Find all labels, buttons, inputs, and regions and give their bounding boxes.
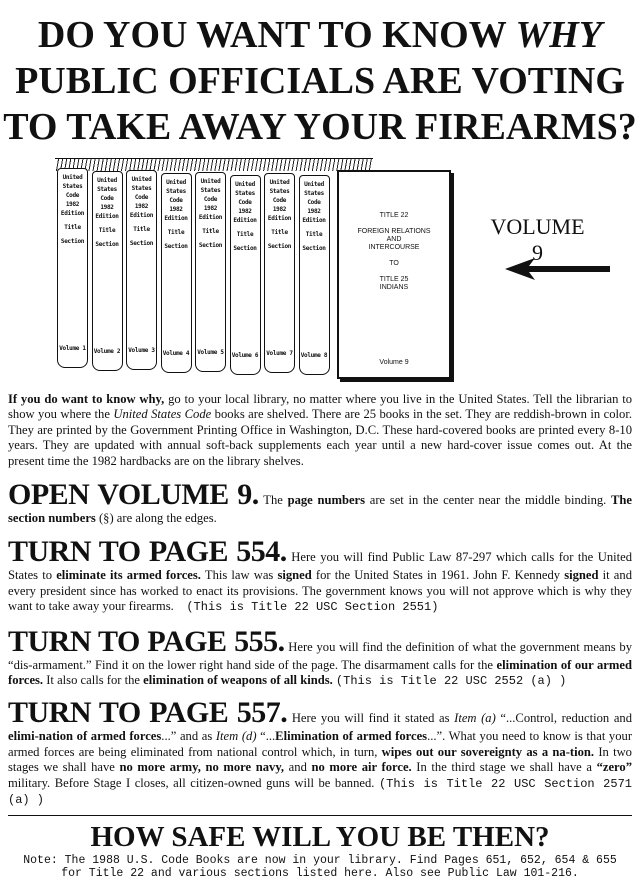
spine-text: 1982 bbox=[307, 208, 321, 215]
text: “...Control, reduction and bbox=[495, 711, 633, 726]
intro-paragraph bbox=[8, 392, 632, 469]
text: Here you will find it stated as bbox=[287, 711, 455, 726]
cover-volume-label: Volume 9 bbox=[379, 359, 409, 366]
spine-text: 1982 bbox=[272, 206, 287, 213]
spine-text: Edition bbox=[60, 210, 85, 217]
cover-text: AND bbox=[386, 236, 402, 243]
spine-text: Section bbox=[164, 243, 188, 250]
text: In the third stage we shall have a bbox=[411, 760, 597, 775]
cover-text: TITLE 25 bbox=[379, 276, 409, 283]
bold-text: eliminate its armed forces. bbox=[56, 568, 201, 583]
headline-why: WHY bbox=[515, 14, 603, 56]
spine-text: Section bbox=[60, 238, 85, 245]
book-spine bbox=[57, 168, 88, 368]
bold-text: elimi-nation of armed forces bbox=[8, 729, 162, 744]
text: and bbox=[284, 760, 312, 775]
spine-text: United bbox=[304, 181, 324, 188]
spine-text: Code bbox=[238, 199, 252, 206]
text: ...” and as bbox=[161, 729, 216, 744]
spine-text: Code bbox=[65, 192, 80, 199]
spine-text: Code bbox=[134, 194, 149, 201]
spine-text: Code bbox=[169, 197, 183, 204]
spine-text: 1982 bbox=[134, 203, 149, 210]
spine-text: Edition bbox=[233, 217, 257, 224]
code-books-illustration bbox=[55, 158, 450, 380]
bold-text: elimination of our armed forces. bbox=[8, 657, 632, 688]
spine-text: States bbox=[131, 185, 152, 192]
spine-text: Edition bbox=[302, 217, 326, 224]
spine-text: United bbox=[62, 174, 83, 181]
spine-text: Title bbox=[271, 229, 288, 236]
spine-text: Title bbox=[133, 226, 150, 233]
headline-line-1 bbox=[0, 12, 640, 58]
citation: (This is Title 22 USC Section 2551) bbox=[186, 600, 439, 615]
spine-text: United bbox=[166, 179, 186, 186]
spine-text: States bbox=[304, 190, 324, 197]
volume-callout-number: 9 bbox=[532, 240, 543, 265]
book-spine bbox=[195, 172, 226, 372]
spine-volume-label: Volume 5 bbox=[197, 349, 224, 356]
text: ...”. What you need to know is that your armed forces are being eliminated from national control which, in turn, bbox=[8, 729, 633, 759]
spine-text: 1982 bbox=[203, 205, 218, 212]
citation: (This is Title 22 USC 2552 (a) ) bbox=[335, 674, 567, 689]
text: Here you will find Public Law 87-297 which calls for the United States to bbox=[8, 550, 632, 583]
italic-text: Item (a) bbox=[454, 711, 496, 726]
spine-volume-label: Volume 6 bbox=[231, 352, 259, 359]
spine-text: Code bbox=[307, 199, 321, 206]
text: “... bbox=[256, 729, 276, 744]
spine-text: Section bbox=[129, 240, 154, 247]
spine-text: 1982 bbox=[65, 201, 80, 208]
cover-text: TO bbox=[389, 260, 399, 267]
text: In two stages we shall have bbox=[8, 744, 632, 775]
book-spine bbox=[230, 175, 261, 375]
cover-text: INDIANS bbox=[379, 284, 409, 291]
spine-text: Code bbox=[100, 195, 114, 202]
bold-text: signed bbox=[564, 568, 599, 583]
text: military. Before Stage I closes, all citizen-owned guns will be banned. bbox=[8, 775, 375, 790]
section-heading: TURN TO PAGE 555. bbox=[8, 624, 285, 658]
headline bbox=[0, 0, 640, 150]
cover-text: INTERCOURSE bbox=[368, 244, 420, 251]
text: The bbox=[258, 493, 288, 508]
spine-text: Edition bbox=[164, 215, 188, 222]
text: Here you will find the definition of what the government means by “dis-armament.” Find it on the lower right hand side of the page. The disarmament calls for the bbox=[8, 639, 632, 672]
divider bbox=[8, 815, 632, 816]
arrow-left-icon bbox=[505, 258, 610, 280]
spine-volume-label: Volume 1 bbox=[59, 345, 86, 352]
bold-text: Elimination of armed forces bbox=[275, 729, 428, 744]
spine-text: Title bbox=[305, 231, 323, 238]
spine-volume-label: Volume 7 bbox=[266, 350, 293, 357]
bold-text: page numbers bbox=[287, 493, 366, 508]
spine-text: States bbox=[97, 186, 117, 193]
spine-text: Edition bbox=[95, 213, 119, 220]
spine-text: Edition bbox=[198, 214, 223, 221]
spine-text: Section bbox=[267, 243, 292, 250]
illustration-row bbox=[0, 156, 640, 384]
spine-text: Title bbox=[202, 228, 219, 235]
headline-line-3: TO TAKE AWAY YOUR FIREARMS? bbox=[3, 106, 637, 148]
spine-text: 1982 bbox=[238, 208, 252, 215]
section-heading: TURN TO PAGE 554. bbox=[8, 535, 287, 569]
bold-text: The section numbers bbox=[8, 493, 633, 526]
section-heading: OPEN VOLUME 9. bbox=[8, 478, 259, 512]
bold-text: If you do want to know why, bbox=[8, 392, 165, 406]
book-tops bbox=[55, 158, 373, 171]
page-554-paragraph bbox=[8, 536, 632, 615]
spine-text: 1982 bbox=[169, 206, 183, 213]
spine-text: United bbox=[131, 176, 152, 183]
spine-text: Title bbox=[98, 227, 116, 234]
spine-text: United bbox=[200, 178, 221, 185]
page-557-paragraph bbox=[8, 697, 632, 808]
open-volume-paragraph bbox=[8, 479, 632, 526]
book-spine bbox=[126, 170, 157, 370]
text: It also calls for the bbox=[43, 673, 144, 688]
spine-text: Section bbox=[233, 245, 257, 252]
page-555-paragraph bbox=[8, 626, 632, 690]
text: for the United States in 1961. John F. Kennedy bbox=[311, 568, 565, 583]
spine-text: Edition bbox=[267, 215, 292, 222]
text: This law was bbox=[200, 568, 278, 583]
bold-text: no more air force. bbox=[311, 760, 412, 775]
cover-text: FOREIGN RELATIONS bbox=[357, 228, 431, 235]
footnote-line: Note: The 1988 U.S. Code Books are now in your library. Find Pages 651, 652, 654 & 655 bbox=[23, 853, 617, 867]
spine-text: Section bbox=[198, 242, 223, 249]
volume-9-book bbox=[337, 170, 451, 379]
italic-text: United States Code bbox=[113, 407, 212, 422]
book-spine bbox=[264, 173, 295, 373]
spine-text: States bbox=[269, 188, 290, 195]
footnote-line: for Title 22 and various sections listed here. Also see Public Law 101-216. bbox=[61, 866, 579, 880]
book-spine bbox=[161, 173, 192, 373]
spine-text: 1982 bbox=[100, 204, 114, 211]
spine-text: Title bbox=[236, 231, 254, 238]
citation: (This is Title 22 USC Section 2571 (a) ) bbox=[8, 776, 632, 808]
italic-text: Item (d) bbox=[215, 729, 257, 744]
spine-volume-label: Volume 8 bbox=[300, 352, 328, 359]
headline-line-2: PUBLIC OFFICIALS ARE VOTING bbox=[15, 60, 625, 102]
spine-text: United bbox=[235, 181, 255, 188]
spine-text: States bbox=[62, 183, 83, 190]
spine-volume-label: Volume 2 bbox=[93, 348, 121, 355]
volume-callout-label: VOLUME bbox=[490, 214, 585, 239]
spine-text: States bbox=[166, 188, 186, 195]
spine-text: Title bbox=[167, 229, 185, 236]
spine-text: States bbox=[235, 190, 255, 197]
text: it and every president since has worked to enact its provisions. The government knows you will not approve which is why they want to take away your firearms. bbox=[8, 568, 632, 614]
book-spine bbox=[299, 175, 330, 375]
headline-text: DO YOU WANT TO KNOW bbox=[37, 14, 516, 56]
spine-text: Code bbox=[272, 197, 287, 204]
text: are set in the center near the middle binding. bbox=[365, 493, 612, 508]
bold-text: elimination of weapons of all kinds. bbox=[143, 673, 333, 688]
spine-text: Edition bbox=[129, 212, 154, 219]
spine-text: States bbox=[200, 187, 221, 194]
spine-volume-label: Volume 4 bbox=[162, 350, 190, 357]
footnote bbox=[0, 854, 640, 886]
bold-text: no more army, no more navy, bbox=[119, 760, 285, 775]
spine-text: Title bbox=[64, 224, 81, 231]
spine-text: Code bbox=[203, 196, 218, 203]
section-heading: TURN TO PAGE 557. bbox=[8, 696, 288, 730]
bold-text: signed bbox=[277, 568, 312, 583]
text: (§) are along the edges. bbox=[95, 511, 217, 526]
spine-text: United bbox=[269, 179, 290, 186]
text: go to your local library, no matter where you live in the United States. Tell the librarian to show you where the bbox=[8, 392, 632, 422]
spine-text: United bbox=[97, 177, 117, 184]
cover-text: TITLE 22 bbox=[379, 212, 409, 219]
closing-heading: HOW SAFE WILL YOU BE THEN? bbox=[90, 820, 550, 853]
spine-text: Section bbox=[302, 245, 326, 252]
bold-text: wipes out our sovereignty as a na-tion. bbox=[381, 744, 595, 759]
spine-text: Section bbox=[95, 241, 119, 248]
book-spine bbox=[92, 171, 123, 371]
bold-text: “zero” bbox=[596, 760, 632, 775]
spine-volume-label: Volume 3 bbox=[128, 347, 155, 354]
text: books are shelved. There are 25 books in the set. They are reddish-brown in color. They are printed by the Government Printing Office in Washington, D.C. These hard-covered books are printed every 8-10 years. They are updated with annual soft-back supplements each year until a new hard-cover issue comes out. At the present time the 1982 hardbacks are on the library shelves. bbox=[8, 407, 632, 468]
